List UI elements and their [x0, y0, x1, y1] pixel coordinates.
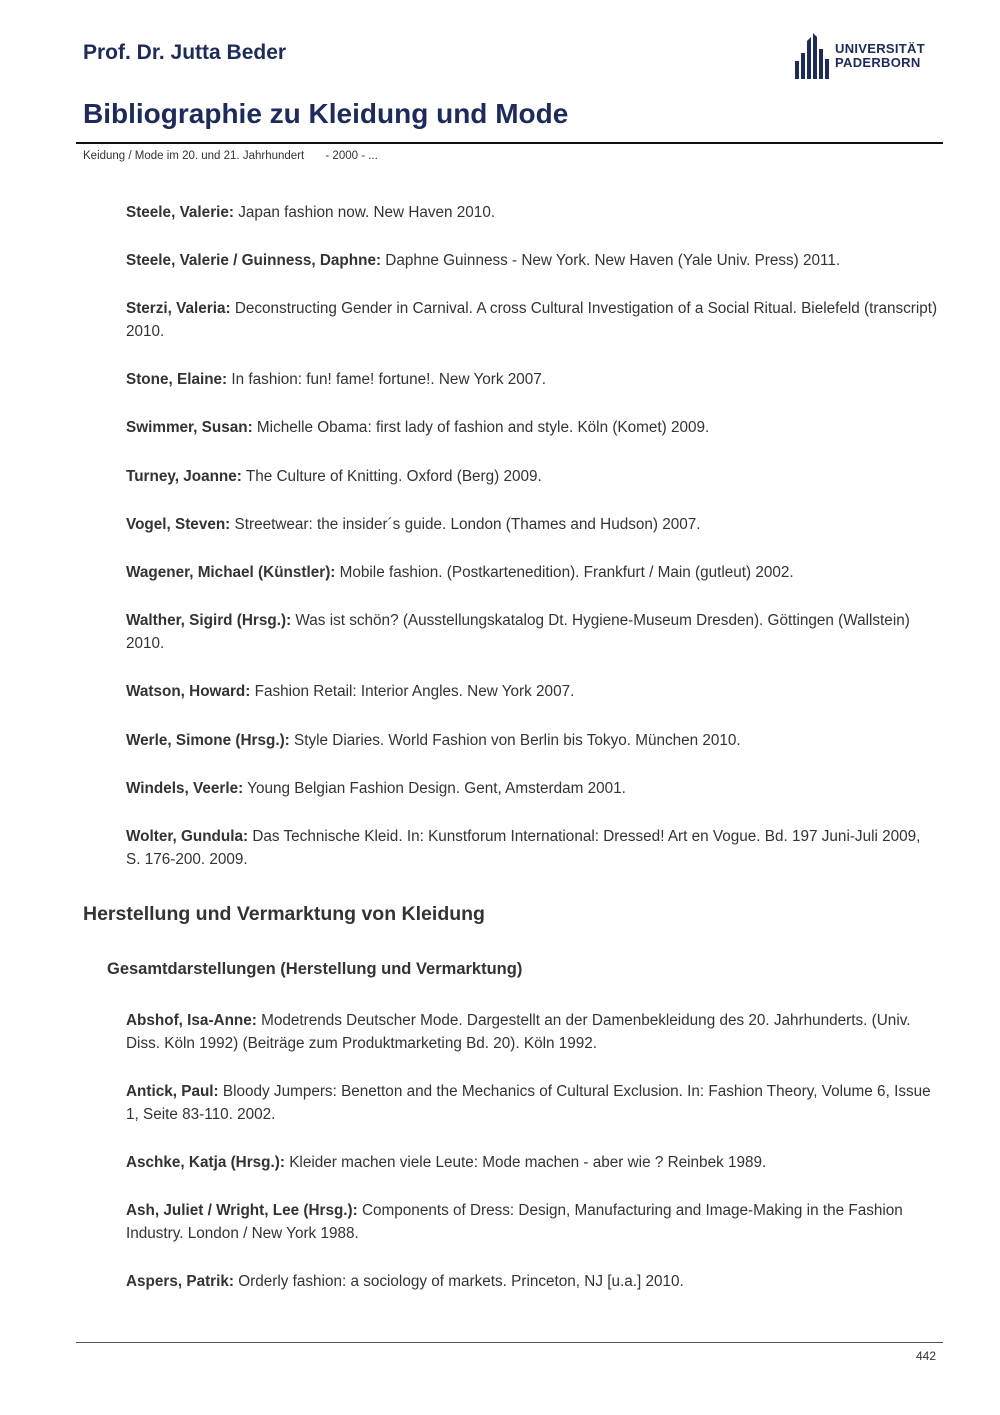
entry-author: Turney, Joanne: — [126, 468, 242, 485]
entry-author: Steele, Valerie / Guinness, Daphne: — [126, 252, 382, 269]
logo-line-1: UNIVERSITÄT — [835, 41, 925, 56]
bibliography-entry — [126, 1080, 938, 1126]
entry-author: Sterzi, Valeria: — [126, 300, 231, 317]
entry-author: Windels, Veerle: — [126, 780, 244, 797]
document-author: Prof. Dr. Jutta Beder — [83, 41, 287, 64]
entry-text: Orderly fashion: a sociology of markets. Princeton, NJ [u.a.] 2010. — [233, 1273, 684, 1290]
bibliography-entry — [126, 368, 938, 391]
bibliography-entry — [126, 513, 938, 536]
university-building-icon — [793, 31, 831, 81]
footer-divider — [76, 1342, 943, 1343]
entry-text: Was ist schön? (Ausstellungskatalog Dt. Hygiene-Museum Dresden). Göttingen (Wallstein) 2010. — [126, 612, 910, 652]
bibliography-entry — [126, 201, 938, 224]
entry-text: Modetrends Deutscher Mode. Dargestellt an der Damenbekleidung des 20. Jahrhunderts. (Univ. Diss. Köln 1992) (Beiträge zum Produktmarketing Bd. 20). Köln 1992. — [126, 1012, 911, 1052]
entry-text: Mobile fashion. (Postkartenedition). Frankfurt / Main (gutleut) 2002. — [335, 564, 794, 581]
entry-author: Aspers, Patrik: — [126, 1273, 234, 1290]
bibliography-entry — [126, 561, 938, 584]
bibliography-entry — [126, 1270, 938, 1293]
entry-text: In fashion: fun! fame! fortune!. New York 2007. — [227, 371, 547, 388]
entry-author: Walther, Sigird (Hrsg.): — [126, 612, 292, 629]
entry-text: Style Diaries. World Fashion von Berlin bis Tokyo. München 2010. — [289, 732, 741, 749]
entry-author: Antick, Paul: — [126, 1083, 219, 1100]
entry-author: Steele, Valerie: — [126, 204, 234, 221]
bibliography-entry — [126, 609, 938, 655]
logo-line-2: PADERBORN — [835, 55, 921, 70]
bibliography-entry — [126, 297, 938, 343]
entry-author: Watson, Howard: — [126, 683, 251, 700]
entry-author: Ash, Juliet / Wright, Lee (Hrsg.): — [126, 1202, 358, 1219]
entry-text: The Culture of Knitting. Oxford (Berg) 2009. — [241, 468, 542, 485]
entry-text: Fashion Retail: Interior Angles. New York 2007. — [250, 683, 575, 700]
entry-author: Aschke, Katja (Hrsg.): — [126, 1154, 285, 1171]
page-number: 442 — [915, 1349, 936, 1363]
running-header-topic: Keidung / Mode im 20. und 21. Jahrhundert — [83, 150, 305, 162]
title-divider — [76, 142, 943, 144]
document-title: Bibliographie zu Kleidung und Mode — [83, 98, 569, 129]
entry-text: Streetwear: the insider´s guide. London (Thames and Hudson) 2007. — [230, 516, 701, 533]
bibliography-entry — [126, 249, 938, 272]
entry-text: Kleider machen viele Leute: Mode machen - aber wie ? Reinbek 1989. — [284, 1154, 767, 1171]
bibliography-entry — [126, 777, 938, 800]
bibliography-entry — [126, 680, 938, 703]
entry-text: Components of Dress: Design, Manufacturing and Image-Making in the Fashion Industry. London / New York 1988. — [126, 1202, 903, 1242]
entry-author: Wagener, Michael (Künstler): — [126, 564, 336, 581]
entry-text: Young Belgian Fashion Design. Gent, Amsterdam 2001. — [243, 780, 626, 797]
bibliography-entry — [126, 416, 938, 439]
entry-text: Michelle Obama: first lady of fashion and style. Köln (Komet) 2009. — [252, 419, 710, 436]
university-logo — [793, 30, 933, 82]
entry-author: Swimmer, Susan: — [126, 419, 253, 436]
subsection-heading: Gesamtdarstellungen (Herstellung und Vermarktung) — [107, 960, 523, 978]
entry-text: Deconstructing Gender in Carnival. A cross Cultural Investigation of a Social Ritual. Bielefeld (transcript) 2010. — [126, 300, 938, 340]
bibliography-entry — [126, 729, 938, 752]
bibliography-entry — [126, 825, 938, 871]
entry-text: Japan fashion now. New Haven 2010. — [234, 204, 496, 221]
bibliography-entry — [126, 1009, 938, 1055]
bibliography-entry — [126, 1199, 938, 1245]
entry-author: Abshof, Isa-Anne: — [126, 1012, 257, 1029]
entry-author: Wolter, Gundula: — [126, 828, 249, 845]
bibliography-entry — [126, 1151, 938, 1174]
section-heading: Herstellung und Vermarktung von Kleidung — [83, 903, 485, 925]
entry-text: Bloody Jumpers: Benetton and the Mechanics of Cultural Exclusion. In: Fashion Theory, Volume 6, Issue 1, Seite 83-110. 2002. — [126, 1083, 931, 1123]
running-header — [83, 150, 378, 162]
entry-text: Das Technische Kleid. In: Kunstforum International: Dressed! Art en Vogue. Bd. 197 Juni-Juli 2009, S. 176-200. 2009. — [126, 828, 921, 868]
entry-author: Vogel, Steven: — [126, 516, 231, 533]
entry-text: Daphne Guinness - New York. New Haven (Yale Univ. Press) 2011. — [381, 252, 841, 269]
running-header-range: - 2000 - ... — [325, 150, 378, 162]
bibliography-entry — [126, 465, 938, 488]
entry-author: Werle, Simone (Hrsg.): — [126, 732, 290, 749]
entry-author: Stone, Elaine: — [126, 371, 228, 388]
